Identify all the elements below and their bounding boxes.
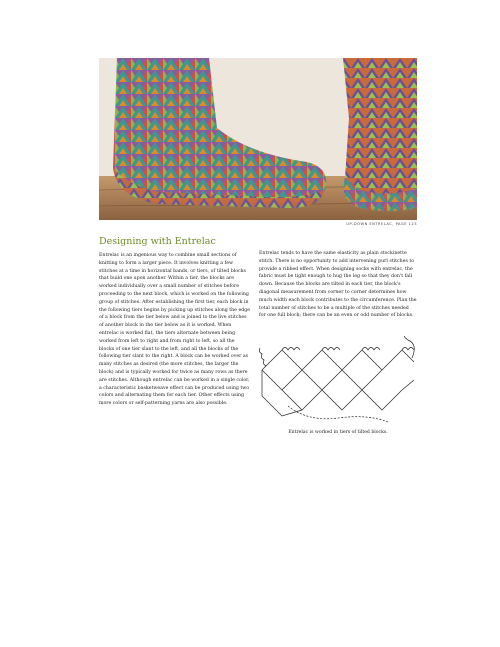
body-paragraph-right: Entrelac tends to have the same elasticity as plain stockinette stitch. There is no opportunity to add intervening purl stitches to provide a ribbed effect. When designing socks with entrelac, the fabric must be tight enough to hug the leg so that they don't fall down. Because the blocks are tilted in each tier, the block's diagonal measurement from corner to corner determines how much width each block contributes to the circumference. Plan the total number of stitches to be a multiple of the stitches needed for one full block; there can be an even or odd number of blocks. (259, 251, 417, 319)
sock-photo-illustration (99, 58, 417, 220)
entrelac-diagram-drawing (258, 336, 418, 432)
section-heading: Designing with Entrelac (99, 236, 216, 247)
entrelac-diagram (258, 336, 418, 432)
photo-caption: UP-DOWN ENTRELAC, PAGE 123 (346, 222, 417, 226)
body-paragraph-left: Entrelac is an ingenious way to combine small sections of knitting to form a larger piece. It involves knitting a few stitches at a time in horizontal bands, or tiers, of tilted blocks that build one upon another. Within a tier, the blocks are worked individually over a small number of stitches before proceeding to the next block, which is worked on the following group of stitches. After establishing the first tier, each block in the following tiers begins by picking up stitches along the edge of a block from the tier below and is joined to the live stitches of another block in the tier below as it is worked. When entrelac is worked flat, the tiers alternate between being worked from left to right and from right to left, so all the blocks of one tier slant to the left, and all the blocks of the following tier slant to the right. A block can be worked over as many stitches as desired (the more stitches, the larger the block) and is typically worked for twice as many rows as there are stitches. Although entrelac can be worked in a single color, a characteristic basketweave effect can be produced using two colors and alternating them for each tier. Other effects using more colors or self-patterning yarns are also possible. (99, 253, 250, 407)
sock-photo (99, 58, 417, 220)
diagram-caption: Entrelac is worked in tiers of tilted blocks. (288, 430, 388, 435)
